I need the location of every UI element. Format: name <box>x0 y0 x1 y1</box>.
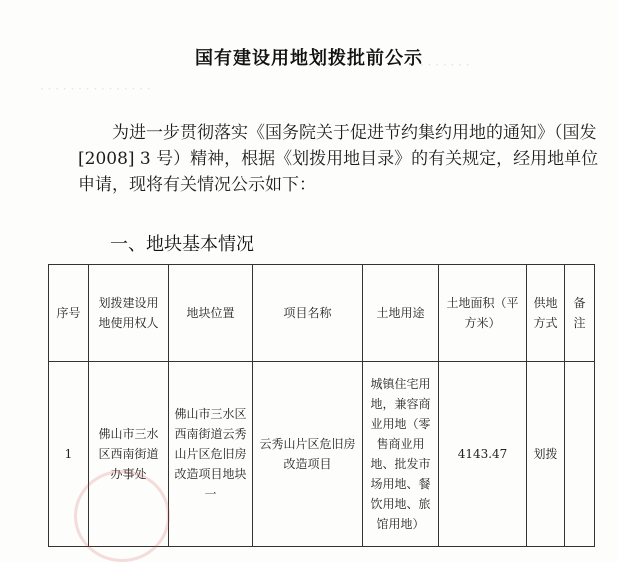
intro-paragraph: 为进一步贯彻落实《国务院关于促进节约集约用地的通知》（国发[2008] 3 号）精神，根据《划拨用地目录》的有关规定，经用地单位申请，现将有关情况公示如下： <box>78 123 599 195</box>
cell-use: 城镇住宅用地，兼容商业用地（零售商业用地、批发市场用地、餐饮用地、旅馆用地） <box>363 362 439 547</box>
cell-supply: 划拨 <box>527 362 565 547</box>
cell-project: 云秀山片区危旧房改造项目 <box>253 362 363 547</box>
table-header-row <box>49 265 595 362</box>
header-use: 土地用途 <box>363 265 439 362</box>
header-project: 项目名称 <box>253 265 363 362</box>
section-heading: 一、地块基本情况 <box>110 234 254 255</box>
header-seq: 序号 <box>49 265 89 362</box>
official-seal-stamp <box>74 470 170 562</box>
cell-holder: 佛山市三水区西南街道办事处 <box>89 362 169 547</box>
cell-area: 4143.47 <box>439 362 527 547</box>
header-supply: 供地方式 <box>527 265 565 362</box>
page-title: 国有建设用地划拨批前公示 <box>195 48 423 69</box>
header-remark: 备注 <box>565 265 595 362</box>
cell-remark <box>565 362 595 547</box>
header-holder: 划拨建设用地使用权人 <box>89 265 169 362</box>
header-location: 地块位置 <box>169 265 253 362</box>
cell-location: 佛山市三水区西南街道云秀山片区危旧房改造项目地块一 <box>169 362 253 547</box>
header-area: 土地面积（平方米） <box>439 265 527 362</box>
bleed-through-text: · · · · · · · <box>420 58 470 72</box>
bleed-through-text: · · · · · · · · · · · · · · · <box>40 82 151 96</box>
cell-seq: 1 <box>49 362 89 547</box>
